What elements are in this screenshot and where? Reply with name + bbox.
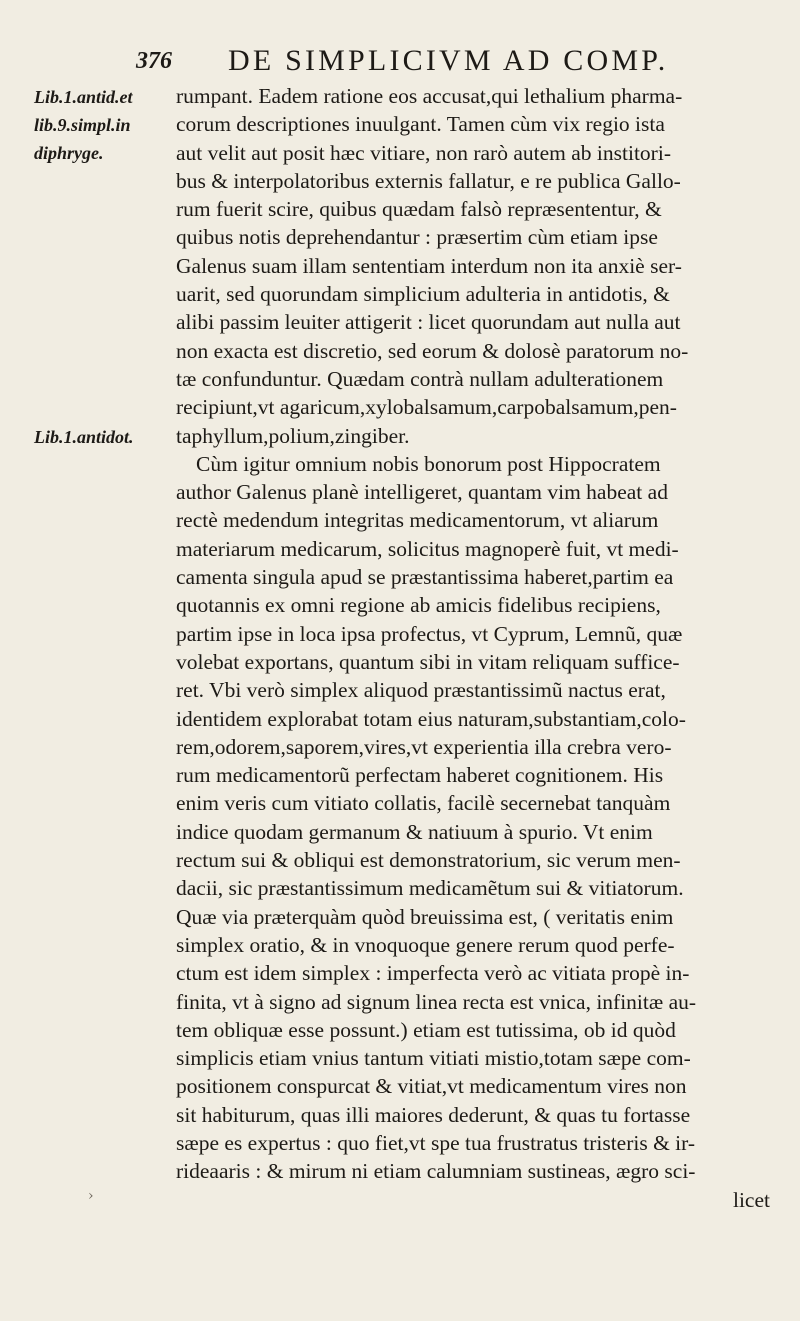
text-line: author Galenus planè intelligeret, quantam vim habeat ad bbox=[176, 480, 668, 505]
text-line: rectum sui & obliqui est demonstratorium, sic verum men- bbox=[176, 848, 681, 873]
text-line: rideaaris : & mirum ni etiam calumniam sustineas, ægro sci- bbox=[176, 1159, 696, 1184]
text-line: bus & interpolatoribus externis fallatur, e re publica Gallo- bbox=[176, 168, 681, 193]
text-line: rem,odorem,saporem,vires,vt experientia illa crebra vero- bbox=[176, 734, 672, 759]
text-line: camenta singula apud se præstantissima haberet,partim ea bbox=[176, 565, 674, 590]
text-line: Quæ via præterquàm quòd breuissima est, ( veritatis enim bbox=[176, 904, 674, 929]
text-line: tem obliquæ esse possunt.) etiam est tutissima, ob id quòd bbox=[176, 1017, 676, 1042]
text-line: rumpant. Eadem ratione eos accusat,qui lethalium pharma- bbox=[176, 84, 683, 108]
text-line: quibus notis deprehendantur : præsertim cùm etiam ipse bbox=[176, 225, 658, 250]
margin-note: lib.9.simpl.in bbox=[34, 115, 131, 135]
text-line: enim veris cum vitiato collatis, facilè secernebat tanquàm bbox=[176, 791, 671, 816]
text-line: taphyllum,polium,zingiber. bbox=[176, 423, 410, 448]
text-line: rectè medendum integritas medicamentorum, vt aliarum bbox=[176, 508, 659, 533]
page-number: 376 bbox=[136, 48, 172, 74]
text-line: ret. Vbi verò simplex aliquod præstantissimũ nactus erat, bbox=[176, 678, 666, 703]
running-head: DE SIMPLICIVM AD COMP. bbox=[228, 44, 669, 77]
text-line: non exacta est discretio, sed eorum & dolosè paratorum no- bbox=[176, 338, 689, 363]
body-text bbox=[176, 82, 786, 1214]
text-line: tæ confunduntur. Quædam contrà nullam adulterationem bbox=[176, 366, 664, 391]
text-line: dacii, sic præstantissimum medicamẽtum sui & vitiatorum. bbox=[176, 876, 684, 901]
text-line: recipiunt,vt agaricum,xylobalsamum,carpobalsamum,pen- bbox=[176, 395, 677, 420]
page-header bbox=[0, 46, 800, 86]
text-line: corum descriptiones inuulgant. Tamen cùm vix regio ista bbox=[176, 112, 665, 137]
text-line: Galenus suam illam sententiam interdum non ita anxiè ser- bbox=[176, 253, 682, 278]
catchword: licet bbox=[732, 1187, 770, 1212]
text-line: volebat exportans, quantum sibi in vitam reliquam suffice- bbox=[176, 649, 680, 674]
text-line: rum fuerit scire, quibus quædam falsò repræsententur, & bbox=[176, 197, 662, 222]
text-line: positionem conspurcat & vitiat,vt medicamentum vires non bbox=[176, 1074, 687, 1099]
margin-note: Lib.1.antid.et bbox=[34, 87, 133, 107]
margin-note: diphryge. bbox=[34, 143, 104, 163]
text-line: identidem explorabat totam eius naturam,substantiam,colo- bbox=[176, 706, 686, 731]
text-line: ctum est idem simplex : imperfecta verò ac vitiata propè in- bbox=[176, 961, 690, 986]
text-line: sit habiturum, quas illi maiores dederunt, & quas tu fortasse bbox=[176, 1102, 691, 1127]
text-line: indice quodam germanum & natiuum à spurio. Vt enim bbox=[176, 819, 653, 844]
text-line: quotannis ex omni regione ab amicis fidelibus recipiens, bbox=[176, 593, 661, 618]
text-line: rum medicamentorũ perfectam haberet cognitionem. His bbox=[176, 763, 664, 788]
text-line: sæpe es expertus : quo fiet,vt spe tua frustratus tristeris & ir- bbox=[176, 1130, 696, 1155]
margin-note: Lib.1.antidot. bbox=[34, 427, 134, 447]
text-line: simplicis etiam vnius tantum vitiati mistio,totam sæpe com- bbox=[176, 1046, 691, 1071]
text-line: uarit, sed quorundam simplicium adulteria in antidotis, & bbox=[176, 282, 670, 307]
text-line: aut velit aut posit hæc vitiare, non rarò autem ab institori- bbox=[176, 140, 671, 165]
stray-ink-mark: › bbox=[88, 1188, 94, 1204]
text-line: partim ipse in loca ipsa profectus, vt Cyprum, Lemnũ, quæ bbox=[176, 621, 683, 646]
text-line: materiarum medicarum, solicitus magnoperè fuit, vt medi- bbox=[176, 536, 679, 561]
text-line: finita, vt à signo ad signum linea recta est vnica, infinitæ au- bbox=[176, 989, 697, 1014]
text-line: alibi passim leuiter attigerit : licet quorundam aut nulla aut bbox=[176, 310, 681, 335]
text-line: simplex oratio, & in vnoquoque genere rerum quod perfe- bbox=[176, 932, 675, 957]
text-line: Cùm igitur omnium nobis bonorum post Hippocratem bbox=[196, 451, 661, 476]
